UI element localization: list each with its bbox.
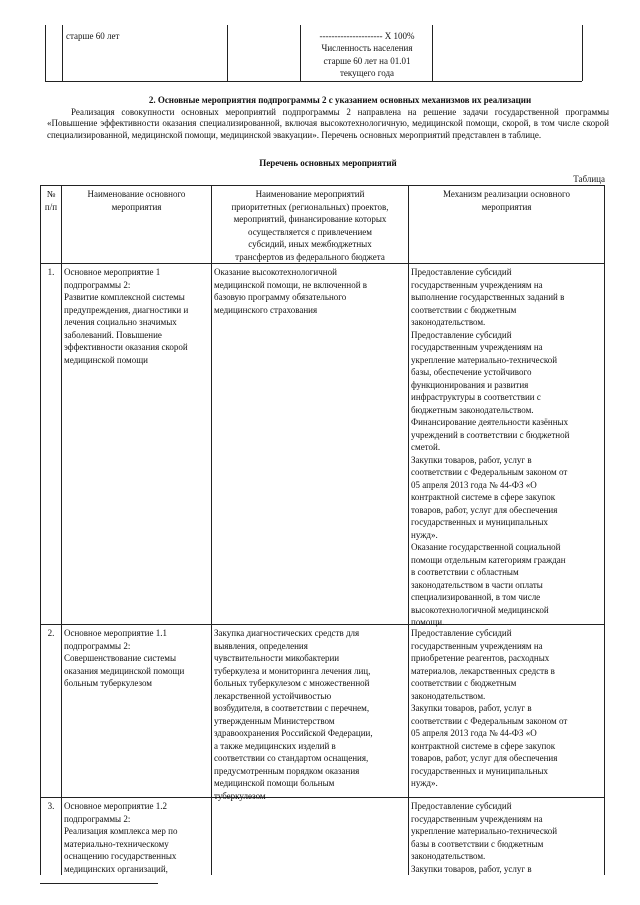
- row-measure-name: Основное мероприятие 1.2 подпрограммы 2: Реализация комплекса мер по материально-техническому оснащению государственных медицинских организаций,: [64, 801, 178, 874]
- header-projects: Наименование мероприятий приоритетных (региональных) проектов, мероприятий, финансирование которых осуществляется с привлечением субсидий, иных межбюджетных трансфертов из федерального бюджета: [231, 189, 389, 262]
- table-row-divider: [40, 263, 604, 264]
- top-left-cell: старше 60 лет: [66, 31, 120, 41]
- row-mechanism: Предоставление субсидий государственным учреждениям на укрепление материально-технической базы в соответствии с бюджетным законодательством. Закупки товаров, работ, услуг в: [411, 801, 558, 874]
- row-projects: Закупка диагностических средств для выявления, определения чувствительности микобактерии туберкулеза и мониторинга лечения лиц, больных туберкулезом с множественной лекарственной устойчивостью возбудителя, в соответствии с перечнем, утвержденным Министерством здравоохранения Российской Федерации, а также медицинских изделий в соответствии со стандартом оснащения, предусмотренным порядком оказания медицинской помощи больным туберкулезом: [214, 628, 373, 801]
- divider: [45, 81, 582, 82]
- header-measure-name: Наименование основного мероприятия: [87, 189, 186, 212]
- formula-line: --------------------- Х 100%: [319, 31, 415, 41]
- footnote-separator: [40, 883, 158, 884]
- header-mechanism: Механизм реализации основного мероприятия: [443, 189, 570, 212]
- row-number: 3.: [47, 801, 55, 811]
- divider: [432, 25, 433, 81]
- table-col-divider: [61, 185, 62, 875]
- row-mechanism: Предоставление субсидий государственным учреждениям на выполнение государственных заданий в соответствии с бюджетным законодательством. Предоставление субсидий государственным учреждениям на укрепление материально-технической базы, обеспечение устойчивого функционирования и развития инфраструктуры в соответствии с бюджетным законодательством. Финансирование деятельности казённых учреждений в соответствии с бюджетной сметой. Закупки товаров, работ, услуг в соответствии с Федеральным законом от 05 апреля 2013 года № 44-ФЗ «О контрактной системе в сфере закупок товаров, работ, услуг для обеспечения государственных и муниципальных нужд». Оказание государственной социальной помощи отдельным категориям граждан в соответствии с областным законодательством в части оплаты специализированной, в том числе высокотехнологичной медицинской помощи.: [411, 267, 570, 627]
- table-label: Таблица: [573, 174, 605, 184]
- divider: [45, 25, 46, 81]
- section-heading: 2. Основные мероприятия подпрограммы 2 с указанием основных механизмов их реализации: [148, 95, 532, 105]
- row-number: 1.: [47, 267, 55, 277]
- divider: [227, 25, 228, 81]
- table-title: Перечень основных мероприятий: [259, 158, 397, 168]
- row-measure-name: Основное мероприятие 1.1 подпрограммы 2: Совершенствование системы оказания медицинской помощи больным туберкулезом: [64, 628, 185, 688]
- divider: [62, 25, 63, 81]
- divider: [582, 25, 583, 81]
- table-border-right: [604, 185, 605, 875]
- row-number: 2.: [47, 628, 55, 638]
- table-col-divider: [408, 185, 409, 875]
- header-num: № п/п: [44, 189, 58, 212]
- row-measure-name: Основное мероприятие 1 подпрограммы 2: Развитие комплексной системы предупреждения, диагностики и лечения социально значимых заболеваний. Повышение эффективности оказания скорой медицинской помощи: [64, 267, 189, 365]
- row-mechanism: Предоставление субсидий государственным учреждениям на приобретение реагентов, расходных материалов, лекарственных средств в соответствии с бюджетным законодательством. Закупки товаров, работ, услуг в соответствии с Федеральным законом от 05 апреля 2013 года № 44-ФЗ «О контрактной системе в сфере закупок товаров, работ, услуг для обеспечения государственных и муниципальных нужд».: [411, 628, 568, 788]
- table-border-top: [40, 185, 604, 186]
- divider: [300, 25, 301, 81]
- formula-denominator: Численность населения старше 60 лет на 01.01 текущего года: [321, 43, 413, 78]
- row-projects: Оказание высокотехнологичной медицинской помощи, не включенной в базовую программу обязательного медицинского страхования: [214, 267, 368, 315]
- section-paragraph: Реализация совокупности основных мероприятий подпрограммы 2 направлена на решение задачи государственной программы «Повышение эффективности оказания специализированной, включая высокотехнологичную, медицинской помощи, скорой, в том числе скорой специализированной, медицинской помощи, медицинской эвакуации». Перечень основных мероприятий представлен в таблице.: [47, 107, 609, 140]
- table-col-divider: [211, 185, 212, 875]
- table-border-left: [40, 185, 41, 875]
